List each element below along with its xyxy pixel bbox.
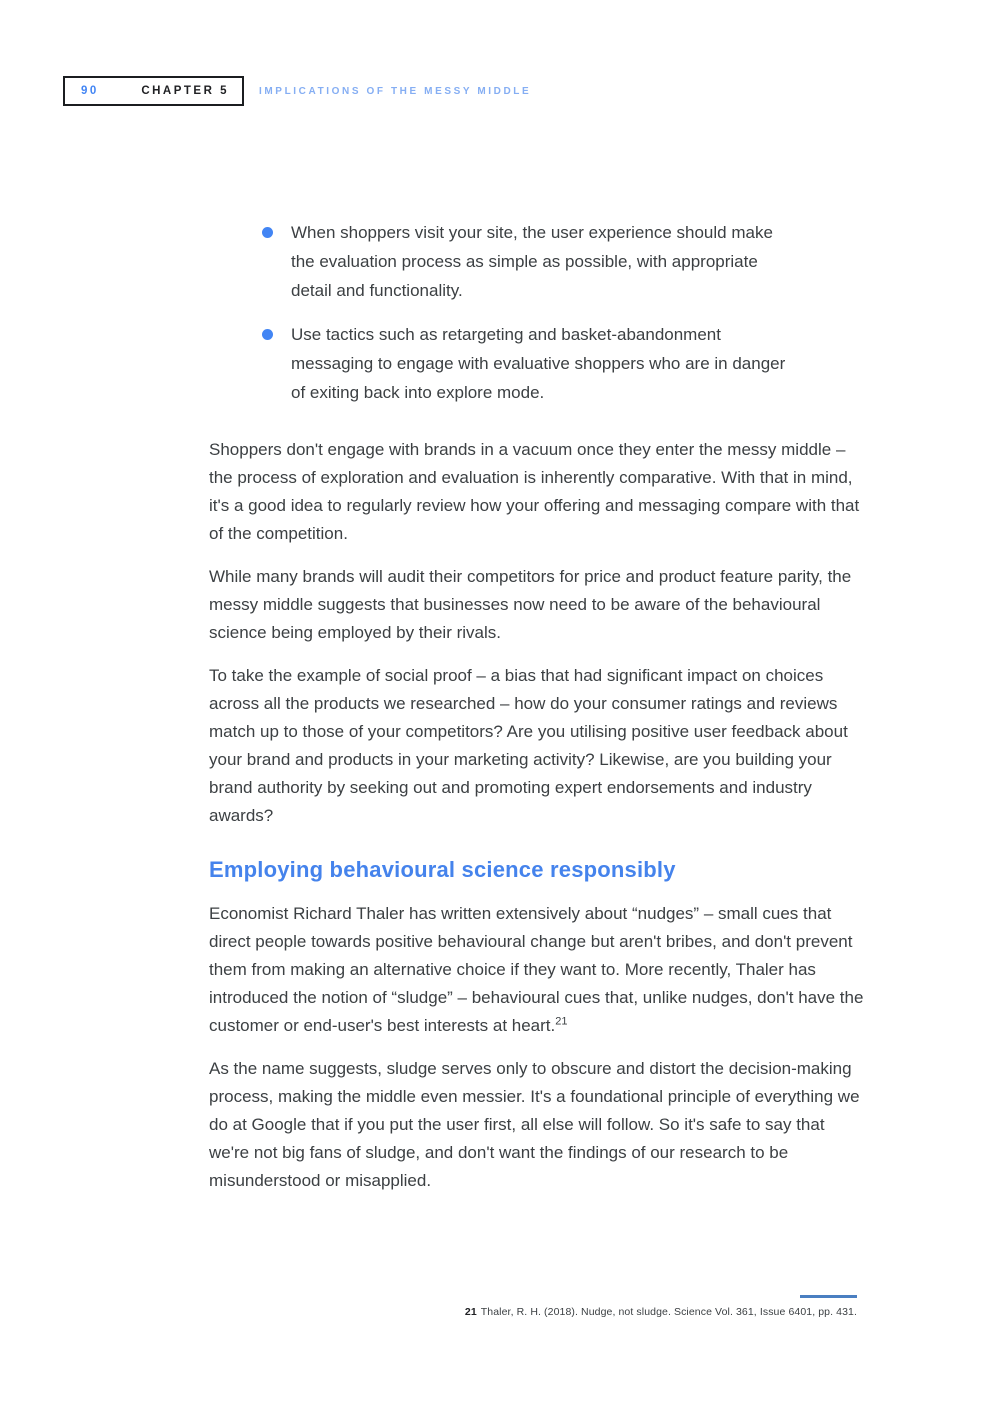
page-header [63,76,531,106]
section-heading: Employing behavioural science responsibly [209,857,676,882]
bullet-list [209,218,869,407]
chapter-box [63,76,244,106]
footnote-text: Thaler, R. H. (2018). Nudge, not sludge. Science Vol. 361, Issue 6401, pp. 431. [480,1306,857,1318]
paragraph: To take the example of social proof – a bias that had significant impact on choices across all the products we researched – how do your consumer ratings and reviews match up to those of your competitors? Are you utilising positive user feedback about your brand and products in your marketing activity? Likewise, are you building your brand authority by seeking out and promoting expert endorsements and industry awards? [209,666,848,825]
bullet-icon [262,329,273,340]
chapter-label: CHAPTER 5 [141,85,229,97]
bullet-text: Use tactics such as retargeting and basket-abandonment messaging to engage with evaluative shoppers who are in danger of exiting back into explore mode. [291,325,786,402]
header-title: IMPLICATIONS OF THE MESSY MIDDLE [259,85,532,97]
footnote [465,1306,857,1318]
page-number: 90 [81,85,99,97]
footnote-reference: 21 [555,1015,568,1028]
bullet-icon [262,227,273,238]
list-item [262,320,869,407]
paragraph: While many brands will audit their competitors for price and product feature parity, the messy middle suggests that businesses now need to be aware of the behavioural science being employed by their rivals. [209,567,852,642]
paragraph: As the name suggests, sludge serves only to obscure and distort the decision-making process, making the middle even messier. It's a foundational principle of everything we do at Google that if you put the user first, all else will follow. So it's safe to say that we're not big fans of sludge, and don't want the findings of our research to be misunderstood or misapplied. [209,1059,860,1190]
list-item [262,218,869,305]
bullet-text: When shoppers visit your site, the user experience should make the evaluation process as simple as possible, with appropriate detail and functionality. [291,223,773,300]
paragraph: Shoppers don't engage with brands in a vacuum once they enter the messy middle – the process of exploration and evaluation is inherently comparative. With that in mind, it's a good idea to regularly review how your offering and messaging compare with that of the competition. [209,440,860,543]
footnote-divider [800,1295,857,1298]
main-content [209,218,869,1210]
paragraph-text: Economist Richard Thaler has written extensively about “nudges” – small cues that direct people towards positive behavioural change but aren't bribes, and don't prevent them from making an alternative choice if they want to. More recently, Thaler has introduced the notion of “sludge” – behavioural cues that, unlike nudges, don't have the customer or end-user's best interests at heart. [209,904,864,1035]
paragraph [209,900,869,1040]
footnote-number: 21 [464,1306,477,1318]
